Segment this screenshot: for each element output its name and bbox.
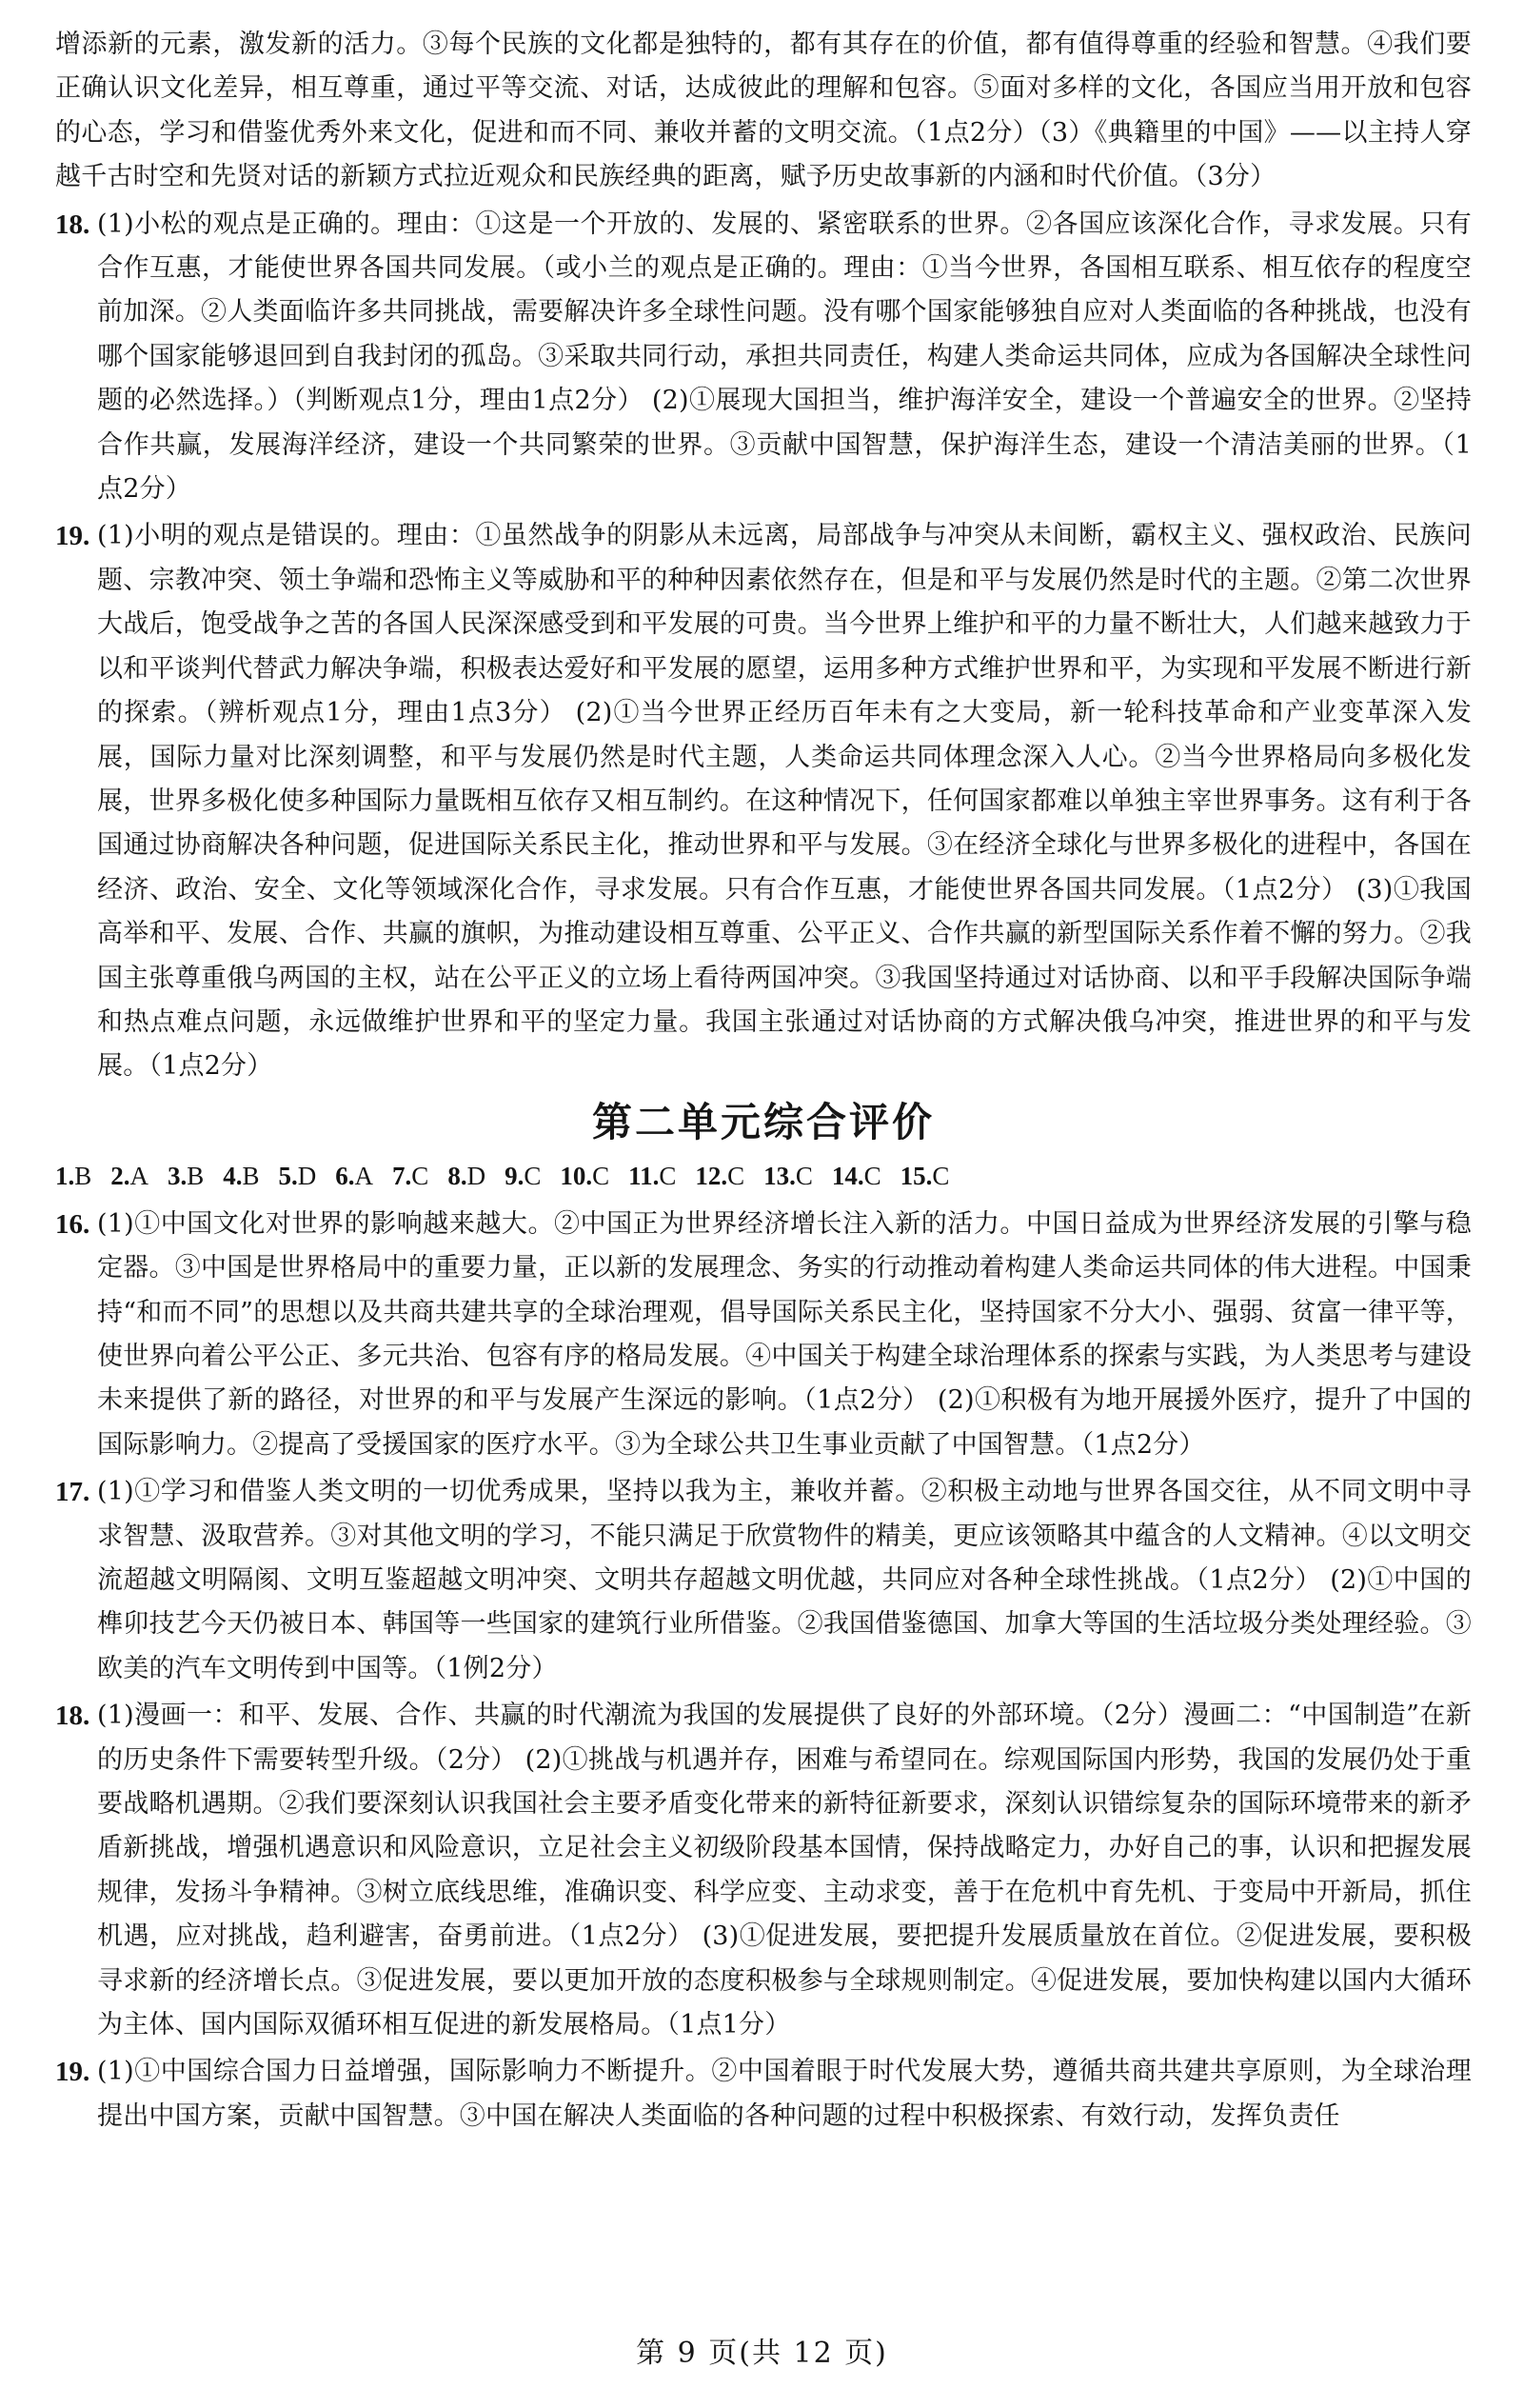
choice-answer: 3.B xyxy=(168,1161,205,1190)
choice-answer: 9.C xyxy=(505,1161,542,1190)
item-number: 19. xyxy=(55,521,90,552)
item-text: (1)①中国综合国力日益增强，国际影响力不断提升。②中国着眼于时代发展大势，遵循共商共建共享原则，为全球治理提出中国方案，贡献中国智慧。③中国在解决人类面临的各种问题的过程中积极探索、有效行动，发挥负责任 xyxy=(97,2057,1472,2131)
item-text: (1)①中国文化对世界的影响越来越大。②中国正为世界经济增长注入新的活力。中国日益成为世界经济发展的引擎与稳定器。③中国是世界格局中的重要力量，正以新的发展理念、务实的行动推动着构建人类命运共同体的伟大进程。中国秉持“和而不同”的思想以及共商共建共享的全球治理观，倡导国际关系民主化，坚持国家不分大小、强弱、贫富一律平等，使世界向着公平公正、多元共治、包容有序的格局发展。④中国关于构建全球治理体系的探索与实践，为人类思考与建设未来提供了新的路径，对世界的和平与发展产生深远的影响。（1点2分） (2)①积极有为地开展援外医疗，提升了中国的国际影响力。②提高了受援国家的医疗水平。③为全球公共卫生事业贡献了中国智慧。（1点2分） xyxy=(97,1208,1472,1460)
choice-answer: 10.C xyxy=(560,1161,610,1190)
item-text: (1)漫画一：和平、发展、合作、共赢的时代潮流为我国的发展提供了良好的外部环境。（2分）漫画二：“中国制造”在新的历史条件下需要转型升级。（2分） (2)①挑战与机遇并存，困难与希望同在。综观国际国内形势，我国的发展仍处于重要战略机遇期。②我们要深刻认识我国社会主要矛盾变化带来的新特征新要求，深刻认识错综复杂的国际环境带来的新矛盾新挑战，增强机遇意识和风险意识，立足社会主义初级阶段基本国情，保持战略定力，办好自己的事，认识和把握发展规律，发扬斗争精神。③树立底线思维，准确识变、科学应变、主动求变，善于在危机中育先机、于变局中开新局，抓住机遇，应对挑战，趋利避害，奋勇前进。（1点2分） (3)①促进发展，要把提升发展质量放在首位。②促进发展，要积极寻求新的经济增长点。③促进发展，要以更加开放的态度积极参与全球规则制定。④促进发展，要加快构建以国内大循环为主体、国内国际双循环相互促进的新发展格局。（1点1分） xyxy=(97,1701,1472,2040)
unit2-item-17 xyxy=(55,1470,1472,1691)
intro-paragraph: 增添新的元素，激发新的活力。③每个民族的文化都是独特的，都有其存在的价值，都有值得尊重的经验和智慧。④我们要正确认识文化差异，相互尊重，通过平等交流、对话，达成彼此的理解和包容。⑤面对多样的文化，各国应当用开放和包容的心态，学习和借鉴优秀外来文化，促进和而不同、兼收并蓄的文明交流。（1点2分）（3）《典籍里的中国》——以主持人穿越千古时空和先贤对话的新颖方式拉近观众和民族经典的距离，赋予历史故事新的内涵和时代价值。（3分） xyxy=(55,30,1472,192)
choice-answer: 2.A xyxy=(110,1161,149,1190)
unit1-item-19 xyxy=(55,514,1472,1088)
choice-answers xyxy=(55,1154,1472,1199)
item-number: 17. xyxy=(55,1477,90,1508)
item-number: 18. xyxy=(55,1701,90,1732)
unit1-item-18 xyxy=(55,203,1472,512)
answer-content xyxy=(55,23,1472,2139)
unit2-item-16 xyxy=(55,1203,1472,1467)
choice-answer: 14.C xyxy=(831,1161,881,1190)
choice-answer: 5.D xyxy=(278,1161,317,1190)
choice-answer: 12.C xyxy=(695,1161,745,1190)
choice-answer: 1.B xyxy=(55,1161,92,1190)
item-text: (1)①学习和借鉴人类文明的一切优秀成果，坚持以我为主，兼收并蓄。②积极主动地与世界各国交往，从不同文明中寻求智慧、汲取营养。③对其他文明的学习，不能只满足于欣赏物件的精美，更应该领略其中蕴含的人文精神。④以文明交流超越文明隔阂、文明互鉴超越文明冲突、文明共存超越文明优越，共同应对各种全球性挑战。（1点2分） (2)①中国的榫卯技艺今天仍被日本、韩国等一些国家的建筑行业所借鉴。②我国借鉴德国、加拿大等国的生活垃圾分类处理经验。③欧美的汽车文明传到中国等。（1例2分） xyxy=(97,1477,1472,1683)
unit2-item-19 xyxy=(55,2050,1472,2139)
section-title: 第二单元综合评价 xyxy=(591,1098,935,1145)
choice-answer: 6.A xyxy=(335,1161,374,1190)
item-number: 18. xyxy=(55,209,90,240)
page-footer: 第 9 页(共 12 页) xyxy=(636,2337,888,2370)
unit2-item-18 xyxy=(55,1694,1472,2047)
choice-answer: 8.D xyxy=(447,1161,486,1190)
choice-answer: 13.C xyxy=(763,1161,813,1190)
item-number: 19. xyxy=(55,2057,90,2088)
choice-answer: 7.C xyxy=(392,1161,429,1190)
item-number: 16. xyxy=(55,1208,90,1240)
item-text: (1)小松的观点是正确的。理由：①这是一个开放的、发展的、紧密联系的世界。②各国应该深化合作，寻求发展。只有合作互惠，才能使世界各国共同发展。（或小兰的观点是正确的。理由：①当今世界，各国相互联系、相互依存的程度空前加深。②人类面临许多共同挑战，需要解决许多全球性问题。没有哪个国家能够独自应对人类面临的各种挑战，也没有哪个国家能够退回到自我封闭的孤岛。③采取共同行动，承担共同责任，构建人类命运共同体，应成为各国解决全球性问题的必然选择。）（判断观点1分，理由1点2分） (2)①展现大国担当，维护海洋安全，建设一个普遍安全的世界。②坚持合作共赢，发展海洋经济，建设一个共同繁荣的世界。③贡献中国智慧，保护海洋生态，建设一个清洁美丽的世界。（1点2分） xyxy=(97,209,1472,505)
choice-answer: 11.C xyxy=(628,1161,677,1190)
choice-answer: 15.C xyxy=(900,1161,950,1190)
item-text: (1)小明的观点是错误的。理由：①虽然战争的阴影从未远离，局部战争与冲突从未间断，霸权主义、强权政治、民族问题、宗教冲突、领土争端和恐怖主义等威胁和平的种种因素依然存在，但是和平与发展仍然是时代的主题。②第二次世界大战后，饱受战争之苦的各国人民深深感受到和平发展的可贵。当今世界上维护和平的力量不断壮大，人们越来越致力于以和平谈判代替武力解决争端，积极表达爱好和平发展的愿望，运用多种方式维护世界和平，为实现和平发展不断进行新的探索。（辨析观点1分，理由1点3分） (2)①当今世界正经历百年未有之大变局，新一轮科技革命和产业变革深入发展，国际力量对比深刻调整，和平与发展仍然是时代主题，人类命运共同体理念深入人心。②当今世界格局向多极化发展，世界多极化使多种国际力量既相互依存又相互制约。在这种情况下，任何国家都难以单独主宰世界事务。这有利于各国通过协商解决各种问题，促进国际关系民主化，推动世界和平与发展。③在经济全球化与世界多极化的进程中，各国在经济、政治、安全、文化等领域深化合作，寻求发展。只有合作互惠，才能使世界各国共同发展。（1点2分） (3)①我国高举和平、发展、合作、共赢的旗帜，为推动建设相互尊重、公平正义、合作共赢的新型国际关系作着不懈的努力。②我国主张尊重俄乌两国的主权，站在公平正义的立场上看待两国冲突。③我国坚持通过对话协商、以和平手段解决国际争端和热点难点问题，永远做维护世界和平的坚定力量。我国主张通过对话协商的方式解决俄乌冲突，推进世界的和平与发展。（1点2分） xyxy=(97,521,1472,1082)
choice-answer: 4.B xyxy=(223,1161,260,1190)
